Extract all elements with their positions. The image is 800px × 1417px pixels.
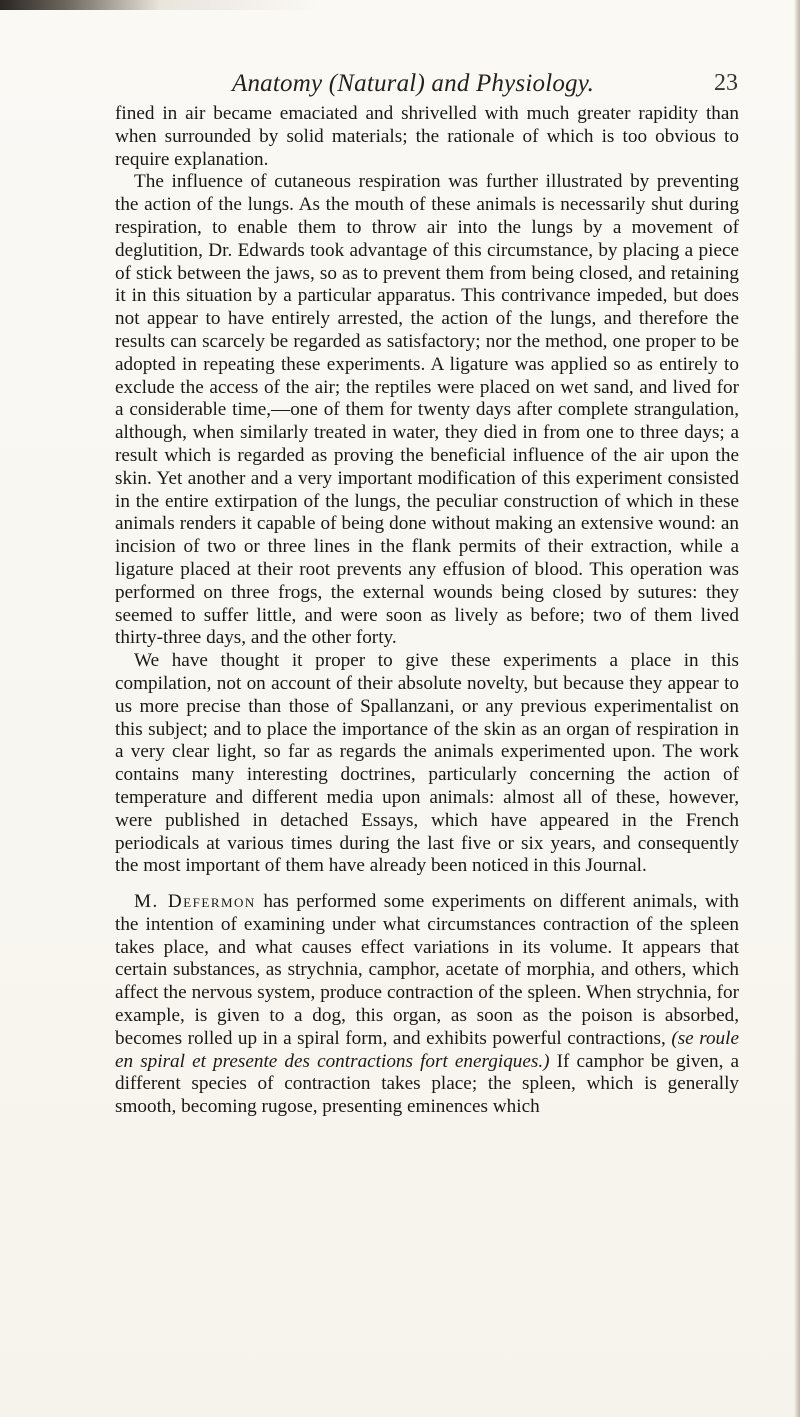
paragraph-text-part-b: If camphor be given, a different species of contraction takes place; the spleen, which is generally smooth, becoming rugose, presenting eminences which (115, 1050, 739, 1118)
paragraph-text-part-a: has performed some experiments on different animals, with the intention of examining under what circumstances contraction of the spleen takes place, and what causes effect variations in its volume. It appears that certain substances, as strychnia, camphor, acetate of morphia, and others, which affect the nervous system, produce contraction of the spleen. When strychnia, for example, is given to a dog, this organ, as soon as the poison is absorbed, becomes rolled up in a spiral form, and exhibits powerful contractions, (115, 891, 739, 1049)
author-name: M. Defermon (134, 891, 256, 913)
body-text (115, 103, 739, 1119)
running-title: Anatomy (Natural) and Physiology. (232, 70, 595, 97)
page-top-edge-shadow (0, 0, 800, 10)
paragraph-defermon-spleen (115, 891, 739, 1119)
french-quotation: (se roule en spiral et presente des contractions fort energiques.) (115, 1027, 739, 1072)
paragraph-continued: fined in air became emaciated and shrivelled with much greater rapidity than when surrounded by solid materials; the rationale of which is too obvious to require explanation. (115, 103, 739, 170)
page-number: 23 (714, 70, 738, 96)
page-right-edge-shadow (794, 0, 800, 1417)
page-header (232, 62, 738, 102)
paragraph-compilation-remarks: We have thought it proper to give these experiments a place in this compilation, not on account of their absolute novelty, but because they appear to us more precise than those of Spallanzani, or any previous experimentalist on this subject; and to place the importance of the skin as an organ of respiration in a very clear light, so far as regards the animals experimented upon. The work contains many interesting doctrines, particularly concerning the action of temperature and different media upon animals: almost all of these, however, were published in detached Essays, which have appeared in the French periodicals at various times during the last five or six years, and consequently the most important of them have already been noticed in this Journal. (115, 650, 739, 877)
paragraph-cutaneous-respiration: The influence of cutaneous respiration was further illustrated by preventing the action of the lungs. As the mouth of these animals is necessarily shut during respiration, to enable them to throw air into the lungs by a movement of deglutition, Dr. Edwards took advantage of this circumstance, by placing a piece of stick between the jaws, so as to prevent them from being closed, and retaining it in this situation by a particular apparatus. This contrivance impeded, but does not appear to have entirely arrested, the action of the lungs, and therefore the results can scarcely be regarded as satisfactory; nor the method, one proper to be adopted in repeating these experiments. A ligature was applied so as entirely to exclude the access of the air; the reptiles were placed on wet sand, and lived for a considerable time,—one of them for twenty days after complete strangulation, although, when similarly treated in water, they died in from one to three days; a result which is regarded as proving the beneficial influence of the air upon the skin. Yet another and a very important modification of this experiment consisted in the entire extirpation of the lungs, the peculiar construction of which in these animals renders it capable of being done without making an extensive wound: an incision of two or three lines in the flank permits of their extraction, while a ligature placed at their root prevents any effusion of blood. This operation was performed on three frogs, the external wounds being closed by sutures: they seemed to suffer little, and were soon as lively as before; two of them lived thirty-three days, and the other forty. (115, 171, 739, 649)
